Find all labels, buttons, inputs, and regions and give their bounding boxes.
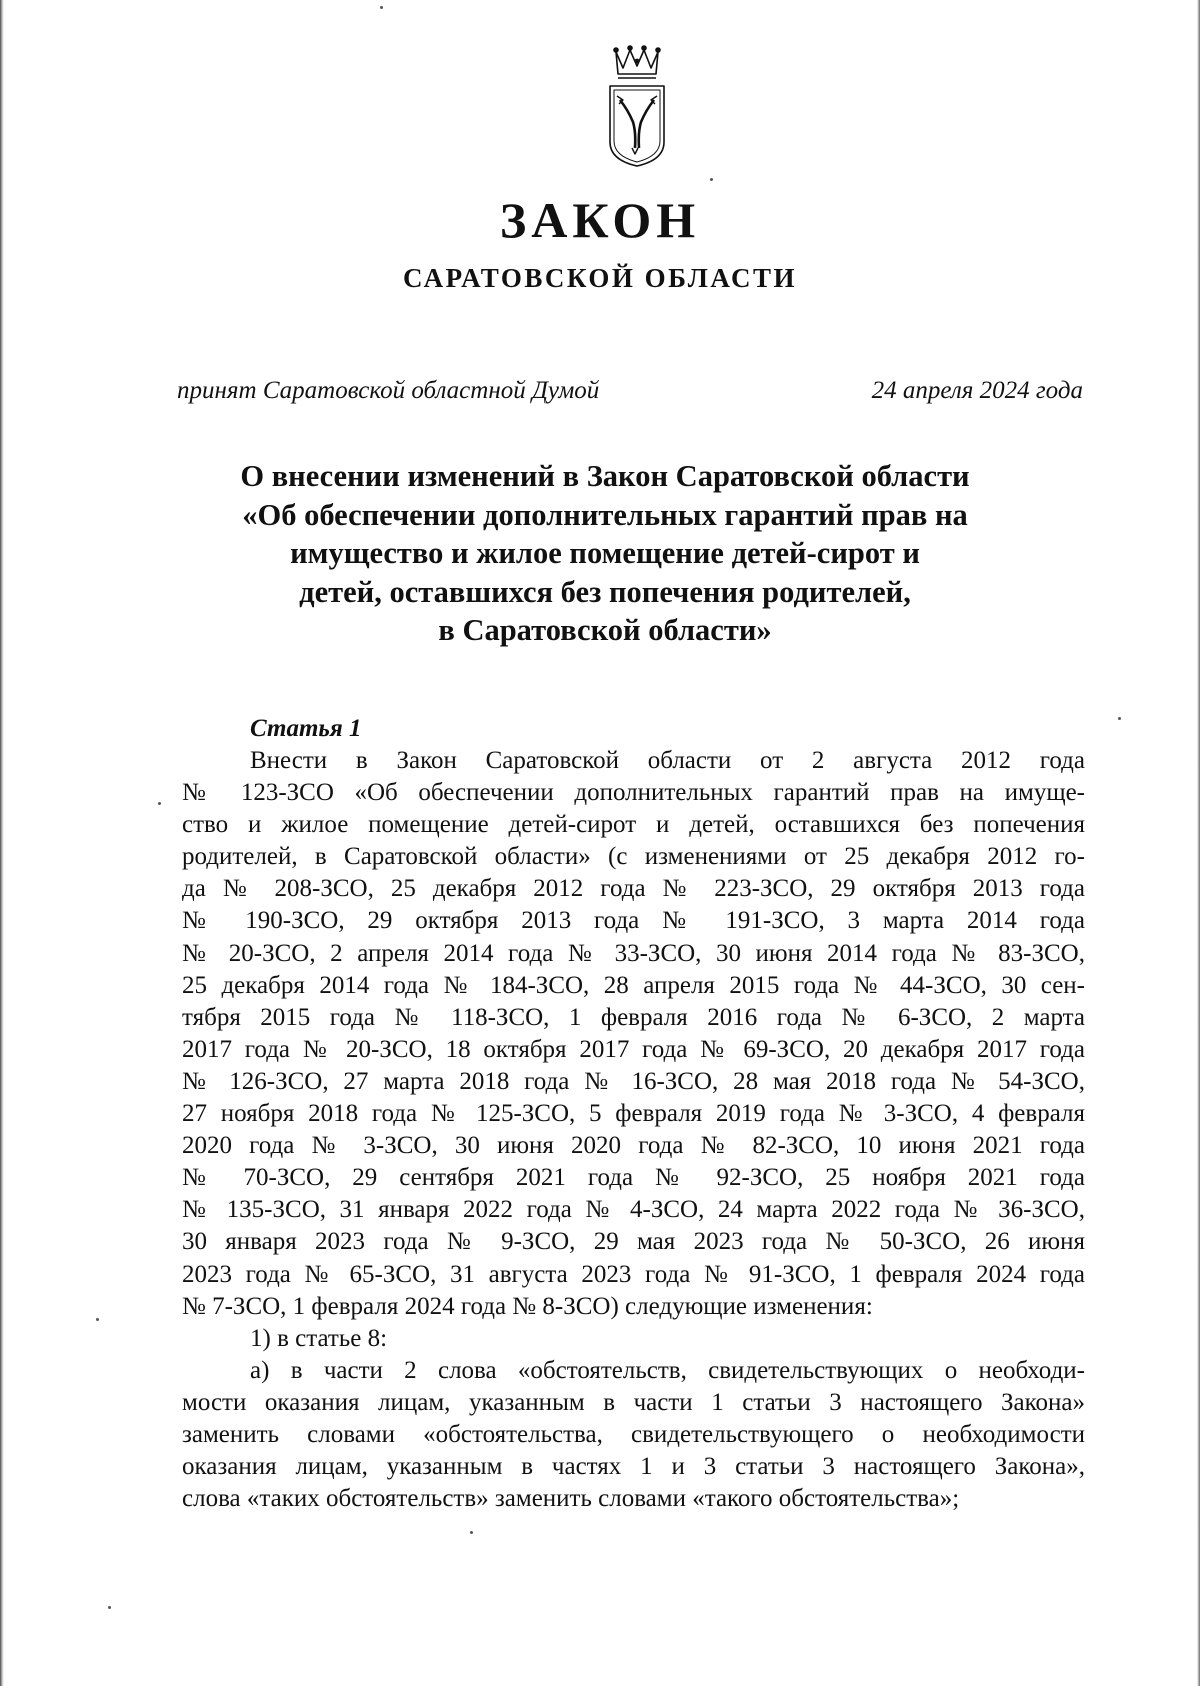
coat-of-arms-icon (602, 44, 672, 168)
body-line: 25 декабря 2014 года № 184-ЗСО, 28 апреля 2015 года № 44-ЗСО, 30 сен- (182, 971, 1085, 999)
scan-speck (470, 1531, 473, 1534)
law-title: ЗАКОН (499, 192, 701, 248)
adoption-date: 24 апреля 2024 года (871, 377, 1083, 404)
body-line: 2017 года № 20-ЗСО, 18 октября 2017 года № 69-ЗСО, 20 декабря 2017 года (182, 1035, 1085, 1063)
body-line: № 70-ЗСО, 29 сентября 2021 года № 92-ЗСО, 25 ноября 2021 года (182, 1164, 1085, 1192)
heading-line: детей, оставшихся без попечения родителей, (299, 574, 911, 609)
body-line: а) в части 2 слова «обстоятельств, свидетельствующих о необходи- (250, 1356, 1085, 1384)
body-line: 2023 года № 65-ЗСО, 31 августа 2023 года № 91-ЗСО, 1 февраля 2024 года (182, 1260, 1085, 1288)
scan-speck (380, 6, 383, 9)
heading-line: в Саратовской области» (438, 613, 772, 647)
scan-speck (108, 1606, 111, 1609)
scan-speck (96, 1318, 99, 1321)
heading-line: «Об обеспечении дополнительных гарантий прав на (242, 497, 968, 532)
body-line: да № 208-ЗСО, 25 декабря 2012 года № 223-ЗСО, 29 октября 2013 года (182, 875, 1085, 903)
law-subtitle: САРАТОВСКОЙ ОБЛАСТИ (402, 263, 798, 293)
body-line: № 20-ЗСО, 2 апреля 2014 года № 33-ЗСО, 30 июня 2014 года № 83-ЗСО, (182, 939, 1085, 967)
document-heading (150, 457, 1060, 650)
scan-speck (710, 178, 713, 181)
heading-line: имущество и жилое помещение детей-сирот и (290, 536, 920, 570)
body-line: Внести в Закон Саратовской области от 2 августа 2012 года (250, 747, 1085, 774)
body-line: родителей, в Саратовской области» (с изменениями от 25 декабря 2012 го- (182, 843, 1085, 871)
body-line: заменить словами «обстоятельства, свидетельствующего о необходимости (182, 1420, 1085, 1448)
body-line: 1) в статье 8: (250, 1324, 388, 1352)
body-line: 2020 года № 3-ЗСО, 30 июня 2020 года № 82-ЗСО, 10 июня 2021 года (182, 1132, 1085, 1160)
body-line: № 190-ЗСО, 29 октября 2013 года № 191-ЗСО, 3 марта 2014 года (182, 907, 1085, 935)
scan-edge-left (0, 0, 4, 1686)
article-title: Статья 1 (250, 715, 362, 742)
body-line: тября 2015 года № 118-ЗСО, 1 февраля 2016 года № 6-ЗСО, 2 марта (182, 1003, 1085, 1031)
body-line: № 123-ЗСО «Об обеспечении дополнительных гарантий прав на имуще- (182, 779, 1085, 807)
body-line: слова «таких обстоятельств» заменить словами «такого обстоятельства»; (182, 1485, 960, 1513)
body-line: оказания лицам, указанным в частях 1 и 3 статьи 3 настоящего Закона», (182, 1453, 1085, 1481)
body-line: 30 января 2023 года № 9-ЗСО, 29 мая 2023 года № 50-ЗСО, 26 июня (182, 1228, 1085, 1256)
scan-speck (1118, 717, 1121, 720)
body-line: № 7-ЗСО, 1 февраля 2024 года № 8-ЗСО) следующие изменения: (182, 1292, 873, 1320)
adoption-info (177, 374, 1083, 408)
body-line: № 135-ЗСО, 31 января 2022 года № 4-ЗСО, 24 марта 2022 года № 36-ЗСО, (182, 1196, 1085, 1224)
article-body (182, 745, 1085, 1515)
body-line: мости оказания лицам, указанным в части 1 статьи 3 настоящего Закона» (182, 1388, 1085, 1416)
scan-speck (158, 802, 161, 805)
body-line: ство и жилое помещение детей-сирот и детей, оставшихся без попечения (182, 811, 1085, 839)
body-line: 27 ноября 2018 года № 125-ЗСО, 5 февраля 2019 года № 3-ЗСО, 4 февраля (182, 1100, 1085, 1128)
body-line: № 126-ЗСО, 27 марта 2018 года № 16-ЗСО, 28 мая 2018 года № 54-ЗСО, (182, 1067, 1085, 1095)
heading-line: О внесении изменений в Закон Саратовской области (240, 459, 970, 493)
adopted-by: принят Саратовской областной Думой (177, 377, 600, 404)
